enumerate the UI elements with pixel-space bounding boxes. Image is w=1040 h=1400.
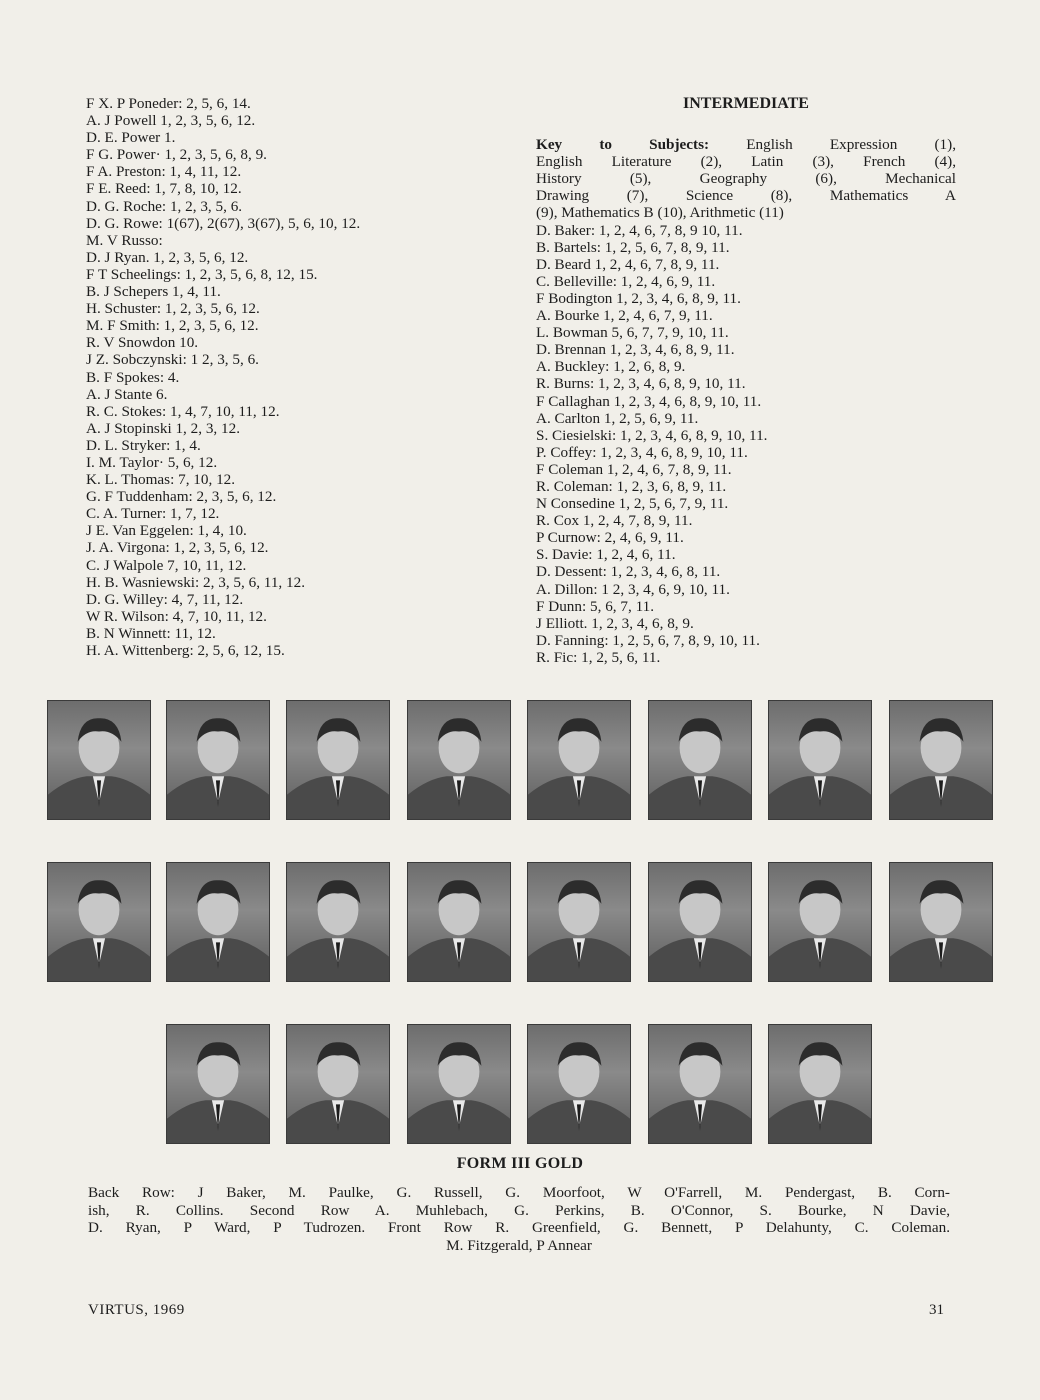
- result-line: R. V Snowdon 10.: [86, 334, 199, 352]
- result-line: H. Schuster: 1, 2, 3, 5, 6, 12.: [86, 300, 260, 318]
- publication-footer: VIRTUS, 1969: [88, 1302, 185, 1318]
- portrait-silhouette: [287, 1025, 389, 1143]
- result-line: D. Fanning: 1, 2, 5, 6, 7, 8, 9, 10, 11.: [536, 631, 760, 649]
- portrait-silhouette: [890, 863, 992, 981]
- photo-row-second: [0, 862, 1040, 984]
- portrait-silhouette: [769, 1025, 871, 1143]
- photo-caption-title: FORM III GOLD: [456, 1155, 584, 1172]
- student-photo: [648, 1024, 752, 1144]
- page-number: 31: [929, 1302, 944, 1318]
- portrait-silhouette: [48, 863, 150, 981]
- portrait-silhouette: [287, 701, 389, 819]
- result-line: S. Davie: 1, 2, 4, 6, 11.: [536, 546, 676, 564]
- student-photo: [768, 862, 872, 982]
- portrait-silhouette: [287, 863, 389, 981]
- result-line: B. Bartels: 1, 2, 5, 6, 7, 8, 9, 11.: [536, 238, 730, 256]
- result-line: D. Dessent: 1, 2, 3, 4, 6, 8, 11.: [536, 563, 721, 581]
- portrait-silhouette: [408, 701, 510, 819]
- student-photo: [407, 862, 511, 982]
- result-line: B. N Winnett: 11, 12.: [86, 624, 216, 642]
- student-photo: [286, 1024, 390, 1144]
- result-line: S. Ciesielski: 1, 2, 3, 4, 6, 8, 9, 10, 11.: [536, 426, 768, 444]
- result-line: D. J Ryan. 1, 2, 3, 5, 6, 12.: [86, 248, 249, 266]
- result-line: A. Bourke 1, 2, 4, 6, 7, 9, 11.: [536, 307, 713, 325]
- result-line: D. Beard 1, 2, 4, 6, 7, 8, 9, 11.: [536, 255, 720, 273]
- result-line: B. F Spokes: 4.: [86, 368, 180, 386]
- portrait-silhouette: [769, 863, 871, 981]
- result-line: D. G. Willey: 4, 7, 11, 12.: [86, 590, 244, 608]
- student-photo: [166, 1024, 270, 1144]
- result-line: C. A. Turner: 1, 7, 12.: [86, 505, 220, 523]
- student-photo: [527, 700, 631, 820]
- subject-key-label: Key to Subjects:: [536, 136, 710, 154]
- result-line: D. G. Roche: 1, 2, 3, 5, 6.: [86, 197, 243, 215]
- result-line: D. E. Power 1.: [86, 129, 176, 147]
- result-line: L. Bowman 5, 6, 7, 7, 9, 10, 11.: [536, 324, 729, 342]
- portrait-silhouette: [890, 701, 992, 819]
- portrait-silhouette: [167, 701, 269, 819]
- result-line: J Elliott. 1, 2, 3, 4, 6, 8, 9.: [536, 614, 694, 632]
- result-line: C. J Walpole 7, 10, 11, 12.: [86, 556, 247, 574]
- result-line: A. J Stopinski 1, 2, 3, 12.: [86, 419, 241, 437]
- portrait-silhouette: [528, 1025, 630, 1143]
- result-line: G. F Tuddenham: 2, 3, 5, 6, 12.: [86, 488, 277, 506]
- student-photo: [889, 700, 993, 820]
- student-photo: [527, 1024, 631, 1144]
- subject-key-line-2: English Literature (2), Latin (3), French (4),: [536, 153, 956, 171]
- result-line: A. J Powell 1, 2, 3, 5, 6, 12.: [86, 112, 256, 130]
- subject-key-line-1: English Expression (1),: [746, 136, 957, 154]
- result-line: C. Belleville: 1, 2, 4, 6, 9, 11.: [536, 272, 716, 290]
- result-line: R. Coleman: 1, 2, 3, 6, 8, 9, 11.: [536, 477, 727, 495]
- student-photo: [527, 862, 631, 982]
- result-line: J. A. Virgona: 1, 2, 3, 5, 6, 12.: [86, 539, 269, 557]
- result-line: J Z. Sobczynski: 1 2, 3, 5, 6.: [86, 351, 259, 369]
- portrait-silhouette: [528, 701, 630, 819]
- result-line: R. C. Stokes: 1, 4, 7, 10, 11, 12.: [86, 402, 280, 420]
- result-line: R. Cox 1, 2, 4, 7, 8, 9, 11.: [536, 512, 693, 530]
- student-photo: [47, 862, 151, 982]
- portrait-silhouette: [48, 701, 150, 819]
- subject-key-line-3: History (5), Geography (6), Mechanical: [536, 170, 956, 188]
- student-photo: [166, 862, 270, 982]
- portrait-silhouette: [408, 1025, 510, 1143]
- right-results-column: [536, 95, 956, 666]
- photo-caption: [88, 1184, 950, 1254]
- result-line: F Dunn: 5, 6, 7, 11.: [536, 597, 654, 615]
- result-line: W R. Wilson: 4, 7, 10, 11, 12.: [86, 607, 267, 625]
- portrait-silhouette: [769, 701, 871, 819]
- result-line: H. A. Wittenberg: 2, 5, 6, 12, 15.: [86, 642, 285, 659]
- photo-caption-line: Back Row: J Baker, M. Paulke, G. Russell, G. Moorfoot, W O'Farrell, M. Pendergast, B. Corn-: [88, 1184, 950, 1201]
- result-line: A. J Stante 6.: [86, 385, 168, 403]
- result-line: K. L. Thomas: 7, 10, 12.: [86, 471, 236, 489]
- photo-row-back: [0, 700, 1040, 822]
- result-line: I. M. Taylor· 5, 6, 12.: [86, 453, 218, 471]
- result-line: H. B. Wasniewski: 2, 3, 5, 6, 11, 12.: [86, 573, 305, 591]
- result-line: R. Burns: 1, 2, 3, 4, 6, 8, 9, 10, 11.: [536, 375, 746, 393]
- intermediate-results-list: [536, 222, 956, 666]
- photo-caption-line: M. Fitzgerald, P Annear: [446, 1236, 592, 1254]
- result-line: F T Scheelings: 1, 2, 3, 5, 6, 8, 12, 15.: [86, 265, 318, 283]
- student-photo: [889, 862, 993, 982]
- student-photo: [407, 700, 511, 820]
- result-line: F G. Power· 1, 2, 3, 5, 6, 8, 9.: [86, 146, 267, 164]
- photo-caption-line: D. Ryan, P Ward, P Tudrozen. Front Row R. Greenfield, G. Bennett, P Delahunty, C. Coleman.: [88, 1219, 950, 1237]
- student-photo: [407, 1024, 511, 1144]
- result-line: B. J Schepers 1, 4, 11.: [86, 283, 221, 301]
- result-line: D. Brennan 1, 2, 3, 4, 6, 8, 9, 11.: [536, 341, 735, 359]
- result-line: J E. Van Eggelen: 1, 4, 10.: [86, 522, 247, 540]
- subject-key: [536, 136, 956, 221]
- student-photo: [47, 700, 151, 820]
- result-line: M. F Smith: 1, 2, 3, 5, 6, 12.: [86, 317, 259, 335]
- subject-key-line-5: (9), Mathematics B (10), Arithmetic (11): [536, 204, 784, 222]
- result-line: F Coleman 1, 2, 4, 6, 7, 8, 9, 11.: [536, 460, 732, 478]
- subject-key-line-4: Drawing (7), Science (8), Mathematics A: [536, 187, 956, 205]
- result-line: R. Fic: 1, 2, 5, 6, 11.: [536, 648, 661, 666]
- student-photo: [286, 862, 390, 982]
- result-line: F Callaghan 1, 2, 3, 4, 6, 8, 9, 10, 11.: [536, 392, 762, 410]
- result-line: M. V Russo:: [86, 231, 163, 249]
- result-line: N Consedine 1, 2, 5, 6, 7, 9, 11.: [536, 495, 729, 513]
- portrait-silhouette: [649, 1025, 751, 1143]
- result-line: F Bodington 1, 2, 3, 4, 6, 8, 9, 11.: [536, 289, 741, 307]
- student-photo: [166, 700, 270, 820]
- intermediate-heading: INTERMEDIATE: [683, 95, 809, 112]
- result-line: D. Baker: 1, 2, 4, 6, 7, 8, 9 10, 11.: [536, 221, 743, 239]
- result-line: A. Dillon: 1 2, 3, 4, 6, 9, 10, 11.: [536, 580, 730, 598]
- result-line: A. Buckley: 1, 2, 6, 8, 9.: [536, 358, 686, 376]
- left-results-list: [86, 95, 526, 659]
- photo-caption-line: ish, R. Collins. Second Row A. Muhlebach, G. Perkins, B. O'Connor, S. Bourke, N Davie,: [88, 1201, 950, 1219]
- portrait-silhouette: [649, 863, 751, 981]
- student-photo: [286, 700, 390, 820]
- portrait-silhouette: [167, 1025, 269, 1143]
- student-photo: [768, 700, 872, 820]
- result-line: F E. Reed: 1, 7, 8, 10, 12.: [86, 180, 242, 198]
- portrait-silhouette: [408, 863, 510, 981]
- portrait-silhouette: [649, 701, 751, 819]
- result-line: D. L. Stryker: 1, 4.: [86, 436, 201, 454]
- photo-row-front: [0, 1024, 1040, 1146]
- result-line: D. G. Rowe: 1(67), 2(67), 3(67), 5, 6, 10, 12.: [86, 214, 361, 232]
- portrait-silhouette: [528, 863, 630, 981]
- result-line: P Curnow: 2, 4, 6, 9, 11.: [536, 529, 684, 547]
- result-line: P. Coffey: 1, 2, 3, 4, 6, 8, 9, 10, 11.: [536, 443, 748, 461]
- result-line: F X. P Poneder: 2, 5, 6, 14.: [86, 95, 251, 112]
- portrait-silhouette: [167, 863, 269, 981]
- student-photo: [648, 862, 752, 982]
- student-photo: [648, 700, 752, 820]
- result-line: F A. Preston: 1, 4, 11, 12.: [86, 163, 242, 181]
- result-line: A. Carlton 1, 2, 5, 6, 9, 11.: [536, 409, 699, 427]
- student-photo: [768, 1024, 872, 1144]
- left-results-column: [86, 95, 526, 659]
